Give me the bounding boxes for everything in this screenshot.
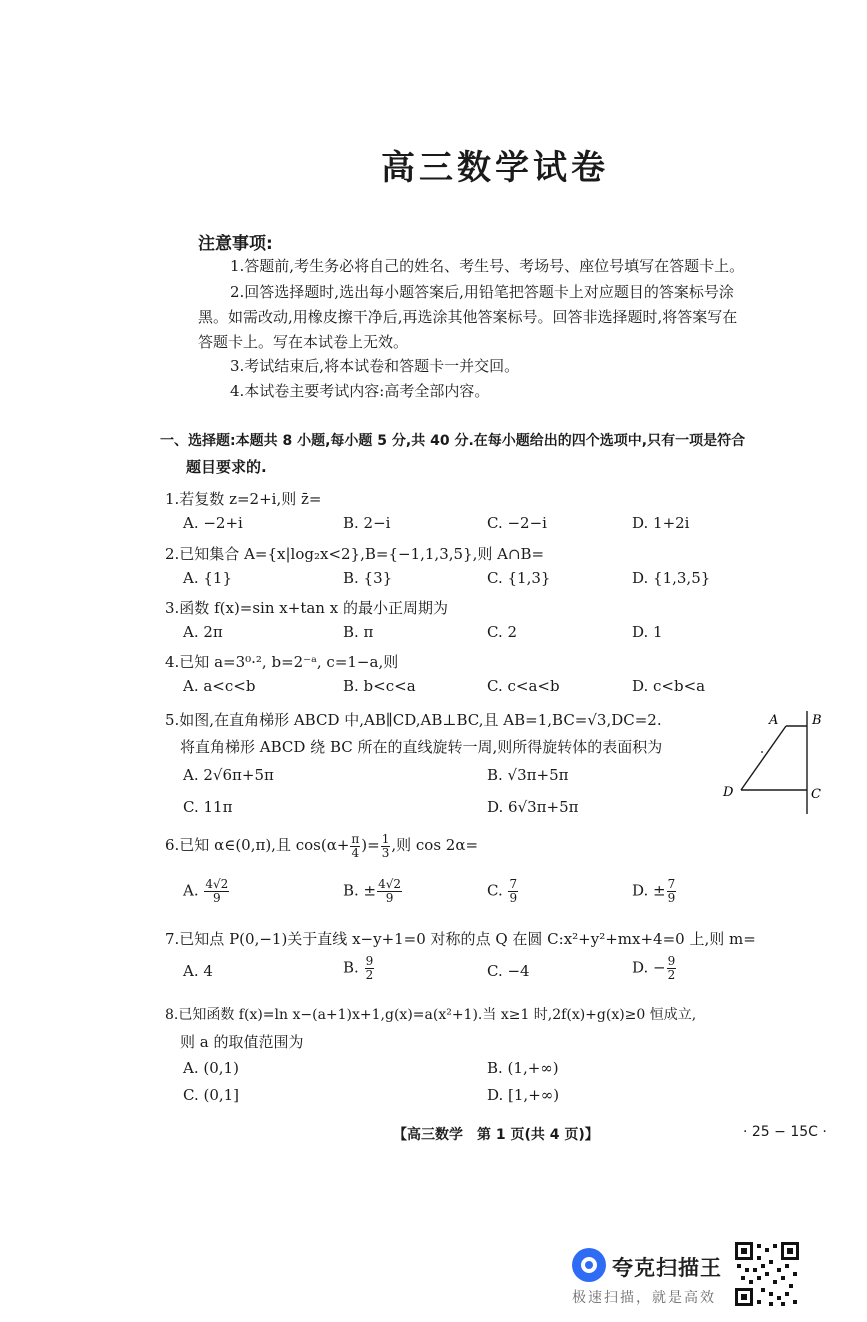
question-5-option-b: B. √3π+5π bbox=[487, 766, 569, 784]
notice-line: 1.答题前,考生务必将自己的姓名、考生号、考场号、座位号填写在答题卡上。 bbox=[230, 257, 745, 275]
question-8-option-d: D. [1,+∞) bbox=[487, 1086, 560, 1104]
option-prefix: D. − bbox=[632, 958, 666, 977]
figure-dot bbox=[761, 751, 763, 753]
question-1-option-a: A. −2+i bbox=[183, 514, 243, 532]
numerator: π bbox=[351, 831, 360, 846]
question-6-option-b bbox=[343, 878, 403, 905]
question-8-option-a: A. (0,1) bbox=[183, 1059, 239, 1077]
notice-line: 2.回答选择题时,选出每小题答案后,用铅笔把答题卡上对应题目的答案标号涂 bbox=[230, 283, 734, 301]
question-4-option-a: A. a<c<b bbox=[183, 677, 256, 695]
question-4-option-c: C. c<a<b bbox=[487, 677, 560, 695]
question-6-option-a bbox=[183, 878, 230, 905]
notice-line: 答题卡上。写在本试卷上无效。 bbox=[198, 333, 409, 351]
section-line: 题目要求的. bbox=[186, 458, 267, 476]
notice-line: 4.本试卷主要考试内容:高考全部内容。 bbox=[230, 382, 490, 400]
fraction bbox=[667, 955, 677, 982]
option-prefix: D. ± bbox=[632, 881, 666, 900]
denominator: 3 bbox=[381, 845, 390, 860]
question-5-stem: 5.如图,在直角梯形 ABCD 中,AB∥CD,AB⊥BC,且 AB=1,BC=√3,DC=2. bbox=[165, 711, 662, 729]
vertex-a-label: A bbox=[769, 713, 779, 728]
question-3-stem: 3.函数 f(x)=sin x+tan x 的最小正周期为 bbox=[165, 599, 448, 617]
question-7-option-c: C. −4 bbox=[487, 962, 530, 980]
option-prefix: C. bbox=[487, 881, 508, 900]
denominator: 2 bbox=[667, 968, 676, 982]
numerator: 9 bbox=[365, 954, 374, 968]
vertex-c-label: C bbox=[811, 787, 821, 802]
question-7-stem: 7.已知点 P(0,−1)关于直线 x−y+1=0 对称的点 Q 在圆 C:x²+y²+mx+4=0 上,则 m= bbox=[165, 930, 756, 948]
denominator: 2 bbox=[365, 968, 374, 982]
question-8-stem-continued: 则 a 的取值范围为 bbox=[180, 1033, 304, 1051]
denominator: 4 bbox=[351, 845, 360, 860]
question-5-stem-continued: 将直角梯形 ABCD 绕 BC 所在的直线旋转一周,则所得旋转体的表面积为 bbox=[180, 738, 663, 756]
question-2-option-c: C. {1,3} bbox=[487, 569, 551, 587]
question-8-option-c: C. (0,1] bbox=[183, 1086, 240, 1104]
question-6-stem-part: ,则 cos 2α= bbox=[391, 836, 479, 854]
question-4-option-d: D. c<b<a bbox=[632, 677, 706, 695]
question-6-option-d bbox=[632, 878, 677, 905]
question-2-option-d: D. {1,3,5} bbox=[632, 569, 711, 587]
qr-code-icon bbox=[733, 1240, 801, 1308]
question-6-stem bbox=[165, 830, 478, 860]
watermark-slogan: 极速扫描，就是高效 bbox=[572, 1290, 716, 1306]
notice-heading: 注意事项: bbox=[198, 234, 273, 254]
denominator: 9 bbox=[509, 891, 518, 905]
numerator: 4√2 bbox=[378, 877, 402, 891]
question-8-stem: 8.已知函数 f(x)=ln x−(a+1)x+1,g(x)=a(x²+1).当 x≥1 时,2f(x)+g(x)≥0 恒成立, bbox=[165, 1007, 697, 1023]
question-1-option-d: D. 1+2i bbox=[632, 514, 690, 532]
section-line: 一、选择题:本题共 8 小题,每小题 5 分,共 40 分.在每小题给出的四个选项中,只有一项是符合 bbox=[160, 433, 746, 449]
question-8-option-b: B. (1,+∞) bbox=[487, 1059, 559, 1077]
fraction bbox=[377, 878, 402, 905]
denominator: 9 bbox=[213, 891, 221, 905]
question-7-option-d bbox=[632, 955, 677, 982]
denominator: 9 bbox=[667, 891, 676, 905]
question-3-option-c: C. 2 bbox=[487, 623, 518, 641]
question-2-option-a: A. {1} bbox=[183, 569, 232, 587]
watermark-brand: 夸克扫描王 bbox=[612, 1256, 722, 1280]
trapezoid-figure bbox=[720, 708, 830, 818]
fraction bbox=[204, 878, 229, 905]
question-6-option-c bbox=[487, 878, 519, 905]
question-1-option-c: C. −2−i bbox=[487, 514, 547, 532]
question-5-option-d: D. 6√3π+5π bbox=[487, 798, 579, 816]
question-1-option-b: B. 2−i bbox=[343, 514, 391, 532]
fraction bbox=[365, 955, 375, 982]
fraction-pi-over-4 bbox=[350, 833, 360, 860]
numerator: 4√2 bbox=[205, 877, 229, 891]
vertex-d-label: D bbox=[723, 785, 734, 800]
question-6-stem-part: 6.已知 α∈(0,π),且 cos(α+ bbox=[165, 836, 350, 854]
question-2-option-b: B. {3} bbox=[343, 569, 393, 587]
question-4-option-b: B. b<c<a bbox=[343, 677, 416, 695]
fraction bbox=[667, 878, 677, 905]
question-3-option-d: D. 1 bbox=[632, 623, 663, 641]
fraction-one-third bbox=[381, 833, 391, 860]
question-2-stem: 2.已知集合 A={x|log₂x<2},B={−1,1,3,5},则 A∩B= bbox=[165, 545, 545, 563]
edge-ad bbox=[741, 726, 786, 790]
denominator: 9 bbox=[385, 891, 394, 905]
option-prefix: A. bbox=[183, 881, 204, 900]
page-code: · 25 − 15C · bbox=[743, 1124, 827, 1140]
question-3-option-a: A. 2π bbox=[183, 623, 223, 641]
numerator: 7 bbox=[667, 877, 676, 891]
question-6-stem-part: )= bbox=[361, 836, 380, 854]
question-7-option-b bbox=[343, 955, 375, 982]
option-prefix: B. bbox=[343, 958, 364, 977]
question-5-option-c: C. 11π bbox=[183, 798, 233, 816]
page-footer: 【高三数学 第 1 页(共 4 页)】 bbox=[393, 1127, 599, 1143]
notice-line: 3.考试结束后,将本试卷和答题卡一并交回。 bbox=[230, 357, 520, 375]
question-7-option-a: A. 4 bbox=[183, 962, 213, 980]
numerator: 9 bbox=[667, 954, 676, 968]
scanner-logo-icon bbox=[570, 1246, 608, 1284]
question-1-stem: 1.若复数 z=2+i,则 z̄= bbox=[165, 490, 322, 508]
vertex-b-label: B bbox=[812, 713, 822, 728]
page-title: 高三数学试卷 bbox=[381, 148, 609, 188]
notice-line: 黑。如需改动,用橡皮擦干净后,再选涂其他答案标号。回答非选择题时,将答案写在 bbox=[198, 308, 738, 326]
question-3-option-b: B. π bbox=[343, 623, 374, 641]
fraction bbox=[508, 878, 518, 905]
question-4-stem: 4.已知 a=3⁰·², b=2⁻ᵃ, c=1−a,则 bbox=[165, 653, 399, 671]
numerator: 1 bbox=[381, 831, 390, 846]
numerator: 7 bbox=[509, 877, 518, 891]
section-heading bbox=[160, 428, 820, 480]
question-5-option-a: A. 2√6π+5π bbox=[183, 766, 274, 784]
option-prefix: B. ± bbox=[343, 881, 377, 900]
